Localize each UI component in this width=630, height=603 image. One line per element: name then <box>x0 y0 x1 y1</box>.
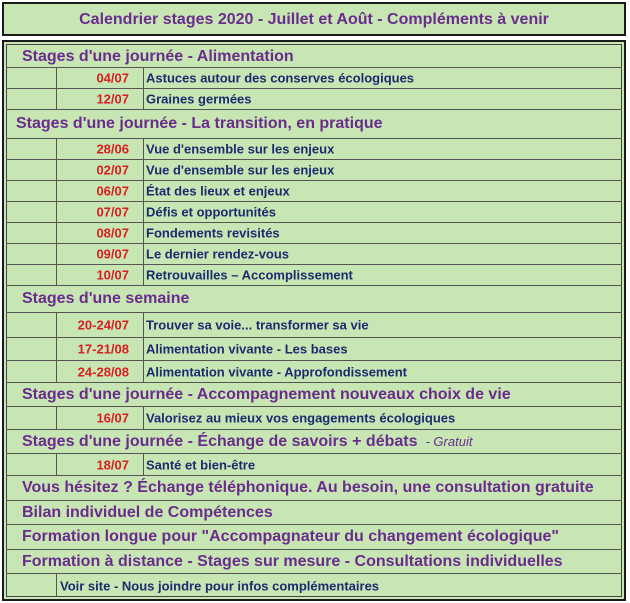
table-row <box>6 160 622 181</box>
info-text: Bilan individuel de Compétences <box>22 503 273 521</box>
date-text: 24-28/08 <box>77 364 129 379</box>
info-text: Formation longue pour "Accompagnateur du changement écologique" <box>22 528 559 545</box>
date-cell <box>56 265 144 285</box>
section-header-semaine <box>6 286 622 313</box>
stage-title: Santé et bien-être <box>146 457 256 472</box>
date-cell <box>56 313 144 337</box>
date-cell <box>56 223 144 243</box>
stage-title: Alimentation vivante - Approfondissement <box>146 364 407 379</box>
table-row <box>6 181 622 202</box>
date-text: 08/07 <box>96 225 129 241</box>
date-cell <box>56 361 144 382</box>
date-cell <box>56 338 144 360</box>
date-text: 20-24/07 <box>77 317 129 333</box>
title-bar <box>2 2 626 36</box>
stage-title: Trouver sa voie... transformer sa vie <box>146 317 369 333</box>
table-row <box>6 361 622 383</box>
section-title: Stages d'une semaine <box>22 290 190 307</box>
stage-title: Alimentation vivante - Les bases <box>146 341 348 357</box>
date-cell <box>56 244 144 264</box>
stage-title: Retrouvailles – Accomplissement <box>146 267 353 283</box>
section-title: Stages d'une journée - La transition, en pratique <box>16 115 383 132</box>
section-title: Stages d'une journée - Alimentation <box>22 47 294 65</box>
date-cell <box>56 202 144 222</box>
table-row <box>6 265 622 286</box>
date-cell <box>56 160 144 180</box>
date-cell <box>56 454 144 475</box>
section-title: Stages d'une journée - Accompagnement nouveaux choix de vie <box>22 385 511 403</box>
section-header-accompagnement <box>6 383 622 407</box>
stage-title: Vue d'ensemble sur les enjeux <box>146 162 335 178</box>
date-cell <box>56 68 144 88</box>
date-text: 02/07 <box>96 162 129 178</box>
table-row <box>6 202 622 223</box>
date-cell <box>56 181 144 201</box>
section-header-transition <box>6 110 622 139</box>
table-row <box>6 68 622 89</box>
stage-title: État des lieux et enjeux <box>146 183 290 199</box>
section-title: Stages d'une journée - Échange de savoirs + débats <box>22 432 418 450</box>
section-title-wrap <box>22 433 472 451</box>
date-text: 04/07 <box>96 70 129 86</box>
table-row <box>6 338 622 361</box>
info-row-formation-longue <box>6 525 622 550</box>
stage-title: Fondements revisités <box>146 225 280 241</box>
date-cell <box>56 89 144 109</box>
gratuit-note: - Gratuit <box>425 433 473 449</box>
stage-title: Le dernier rendez-vous <box>146 246 290 262</box>
stage-title: Défis et opportunités <box>146 204 277 220</box>
table-row <box>6 407 622 430</box>
footer-cell <box>56 574 57 597</box>
table-row <box>6 454 622 476</box>
table-row <box>6 244 622 265</box>
date-text: 06/07 <box>96 183 129 199</box>
footer-row <box>6 574 622 597</box>
date-text: 10/07 <box>96 267 129 283</box>
date-text: 12/07 <box>96 91 129 107</box>
footer-link[interactable]: Voir site - Nous joindre pour infos complémentaires <box>60 578 380 593</box>
section-header-echange <box>6 430 622 454</box>
date-cell <box>56 139 144 159</box>
table-row <box>6 223 622 244</box>
date-text: 07/07 <box>96 204 129 220</box>
date-text: 17-21/08 <box>77 341 129 357</box>
date-text: 16/07 <box>96 410 129 426</box>
date-cell <box>56 407 144 429</box>
date-text: 09/07 <box>96 246 129 262</box>
stage-title: Vue d'ensemble sur les enjeux <box>146 141 335 157</box>
info-row-formation-distance <box>6 550 622 574</box>
info-row-bilan <box>6 501 622 525</box>
stage-title: Graines germées <box>146 91 252 107</box>
stage-title: Valorisez au mieux vos engagements écologiques <box>146 410 456 426</box>
date-text: 18/07 <box>96 457 129 472</box>
table-row <box>6 139 622 160</box>
stage-title: Astuces autour des conserves écologiques <box>146 70 415 86</box>
info-text: Vous hésitez ? Échange téléphonique. Au besoin, une consultation gratuite <box>22 479 594 496</box>
date-text: 28/06 <box>96 141 129 157</box>
info-text: Formation à distance - Stages sur mesure - Consultations individuelles <box>22 552 563 570</box>
table-row <box>6 89 622 110</box>
page-title: Calendrier stages 2020 - Juillet et Août - Compléments à venir <box>79 11 549 28</box>
table-row <box>6 313 622 338</box>
info-row-consultation <box>6 476 622 501</box>
section-header-alimentation <box>6 46 622 68</box>
